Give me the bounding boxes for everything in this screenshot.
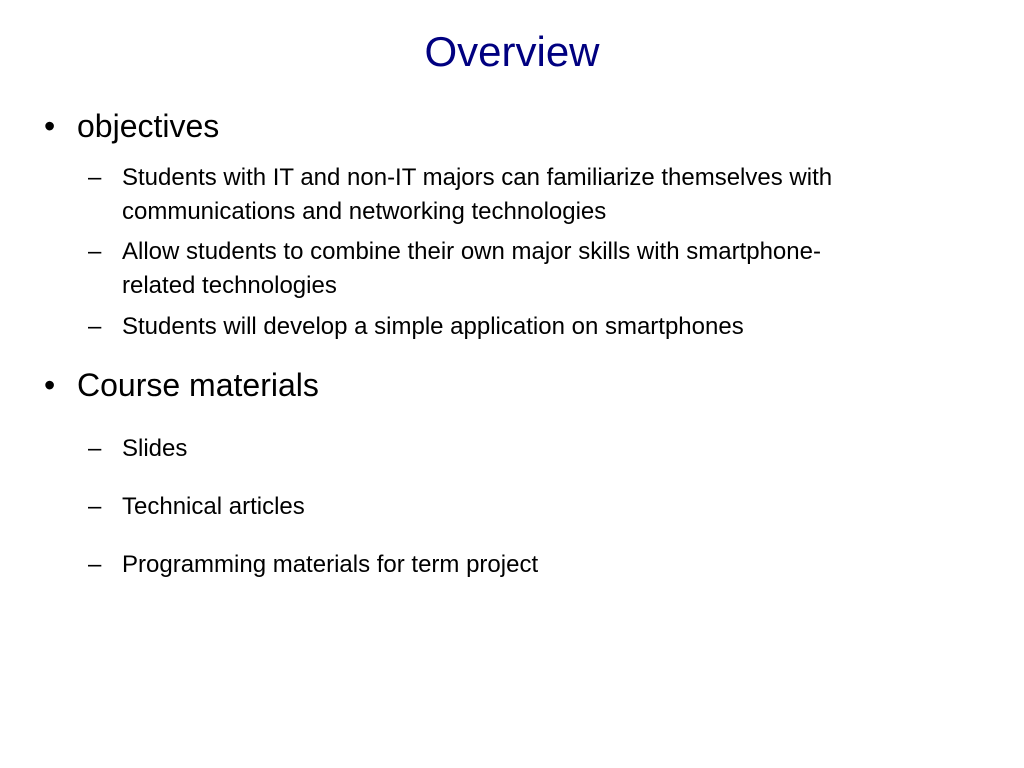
bullet-label: objectives <box>77 108 220 144</box>
sub-item-text <box>122 161 978 229</box>
sub-item-line: Students with IT and non-IT majors can familiarize themselves with <box>122 164 833 191</box>
sub-item-line: Students will develop a simple application on smartphones <box>122 313 744 340</box>
sub-item-text <box>122 432 978 466</box>
sub-item-line: Slides <box>122 435 188 462</box>
sub-item-text <box>122 235 978 303</box>
sub-item-text <box>122 490 978 524</box>
sub-item-text <box>122 548 978 582</box>
sub-item-line: related technologies <box>122 272 337 299</box>
bullet-label: Course materials <box>77 367 319 403</box>
dash-icon: – <box>88 435 102 462</box>
sub-item-line: Programming materials for term project <box>122 551 539 578</box>
bullet-dot-icon: • <box>44 108 56 144</box>
dash-icon: – <box>88 493 102 520</box>
sub-item-line: Technical articles <box>122 493 305 520</box>
sub-item-line: Allow students to combine their own major skills with smartphone- <box>122 238 821 265</box>
bullet-dot-icon: • <box>44 367 56 403</box>
dash-icon: – <box>88 238 102 265</box>
sub-item-line: communications and networking technologies <box>122 198 607 225</box>
dash-icon: – <box>88 551 102 578</box>
sub-item-text <box>122 310 978 344</box>
dash-icon: – <box>88 313 102 340</box>
dash-icon: – <box>88 164 102 191</box>
slide-title: Overview <box>424 28 600 75</box>
